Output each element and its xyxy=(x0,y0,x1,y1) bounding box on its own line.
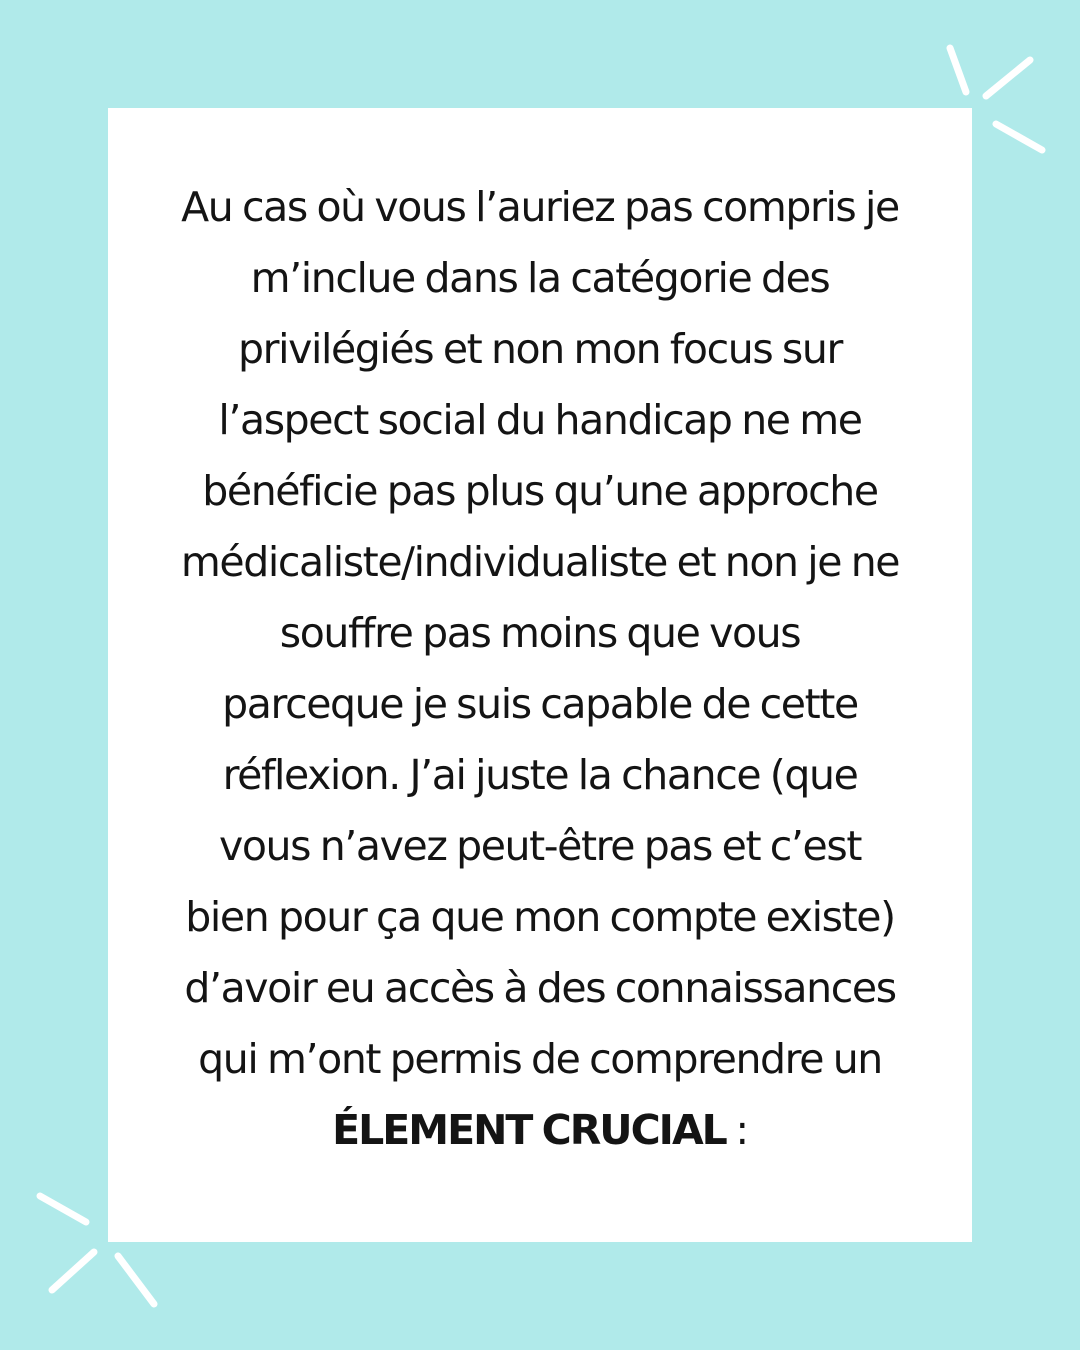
text-line: bénéficie pas plus qu’une approche xyxy=(202,467,878,515)
text-line: d’avoir eu accès à des connaissances xyxy=(184,964,896,1012)
text-line: vous n’avez peut-être pas et c’est xyxy=(218,822,862,870)
text-line: souffre pas moins que vous xyxy=(279,609,801,657)
text-line: m’inclue dans la catégorie des xyxy=(250,254,830,302)
post-body-text xyxy=(128,172,952,1166)
text-line: privilégiés et non mon focus sur xyxy=(238,325,842,373)
quote-card xyxy=(108,108,972,1242)
text-line: médicaliste/individualiste et non je ne xyxy=(180,538,900,586)
emphasis-text: ÉLEMENT CRUCIAL xyxy=(332,1106,726,1154)
text-line: réflexion. J’ai juste la chance (que xyxy=(222,751,858,799)
text-line: bien pour ça que mon compte existe) xyxy=(185,893,895,941)
text-line: l’aspect social du handicap ne me xyxy=(218,396,862,444)
trailing-colon: : xyxy=(725,1106,748,1154)
text-line: Au cas où vous l’auriez pas compris je xyxy=(181,183,899,231)
text-line: parceque je suis capable de cette xyxy=(222,680,858,728)
final-line xyxy=(128,1095,952,1166)
text-line: qui m’ont permis de comprendre un xyxy=(198,1035,882,1083)
